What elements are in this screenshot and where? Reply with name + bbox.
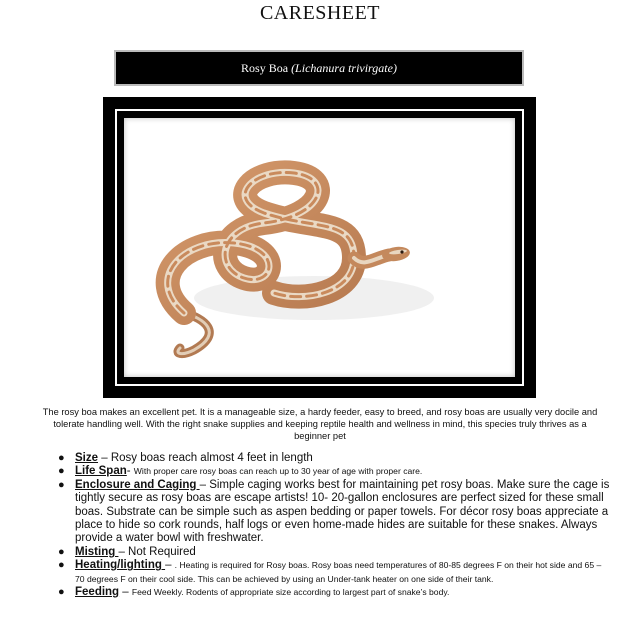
fact-separator: –: [165, 559, 175, 572]
care-facts-list: [52, 452, 612, 599]
fact-heating: [52, 559, 612, 586]
bullet-icon: ●: [58, 559, 65, 572]
page-title: CARESHEET: [259, 2, 381, 24]
fact-label: Size: [75, 452, 99, 464]
bullet-icon: ●: [58, 586, 65, 599]
fact-text: Feed Weekly. Rodents of appropriate size according to largest part of snake’s body.: [131, 587, 450, 598]
photo-frame: [103, 97, 536, 398]
species-common-name: Rosy Boa: [241, 60, 289, 75]
fact-separator: –: [118, 545, 129, 558]
intro-paragraph: The rosy boa makes an excellent pet. It is a manageable size, a hardy feeder, easy to breed, and rosy boas are usually very docile and tolerate handling well. With the right snake supplies and keeping reptile health and wellness in mind, this species truly thrives as a beginner pet: [42, 407, 598, 441]
bullet-icon: ●: [58, 465, 65, 478]
bullet-icon: ●: [58, 478, 65, 491]
fact-label: Enclosure and Caging: [75, 478, 200, 491]
rosy-boa-photo: [124, 118, 515, 377]
fact-text: With proper care rosy boas can reach up to 30 year of age with proper care.: [133, 466, 423, 477]
fact-text: Rosy boas reach almost 4 feet in length: [110, 452, 313, 464]
fact-separator: –: [199, 478, 210, 491]
fact-separator: -: [126, 465, 134, 478]
fact-label: Heating/lighting: [75, 559, 166, 572]
fact-label: Misting: [75, 545, 119, 558]
fact-separator: –: [98, 452, 111, 464]
fact-text: Simple caging works best for maintaining pet rosy boas. Make sure the cage is tightly secure as rosy boas are escape artists! 10- 20-gallon enclosures are perfect sized for these small boas. Substrate can be simple such as aspen bedding or paper towels. For décor rosy boas appreciate a place to hide so cork rounds, half logs or even home-made hides are suitable for these snakes. Always provide a water bowl with freshwater.: [75, 478, 610, 545]
species-name-bar: [114, 50, 524, 86]
bullet-icon: ●: [58, 545, 65, 558]
photo-area: [124, 118, 515, 377]
fact-enclosure: [52, 479, 612, 546]
fact-label: Feeding: [75, 586, 120, 599]
fact-size: [52, 452, 612, 465]
species-latin-name: (Lichanura trivirgate): [291, 60, 397, 75]
fact-misting: [52, 546, 612, 559]
fact-life-span: [52, 465, 612, 478]
fact-feeding: [52, 586, 612, 599]
fact-text: Not Required: [128, 545, 196, 558]
fact-separator: –: [119, 586, 132, 599]
fact-label: Life Span: [75, 465, 127, 478]
bullet-icon: ●: [58, 452, 65, 464]
fact-text: . Heating is required for Rosy boas. Rosy boas need temperatures of 80-85 degrees F on their hot side and 65 – 70 degrees F on their cool side. This can be achieved by using an Under-tank heater on one side of their tank.: [75, 560, 602, 584]
